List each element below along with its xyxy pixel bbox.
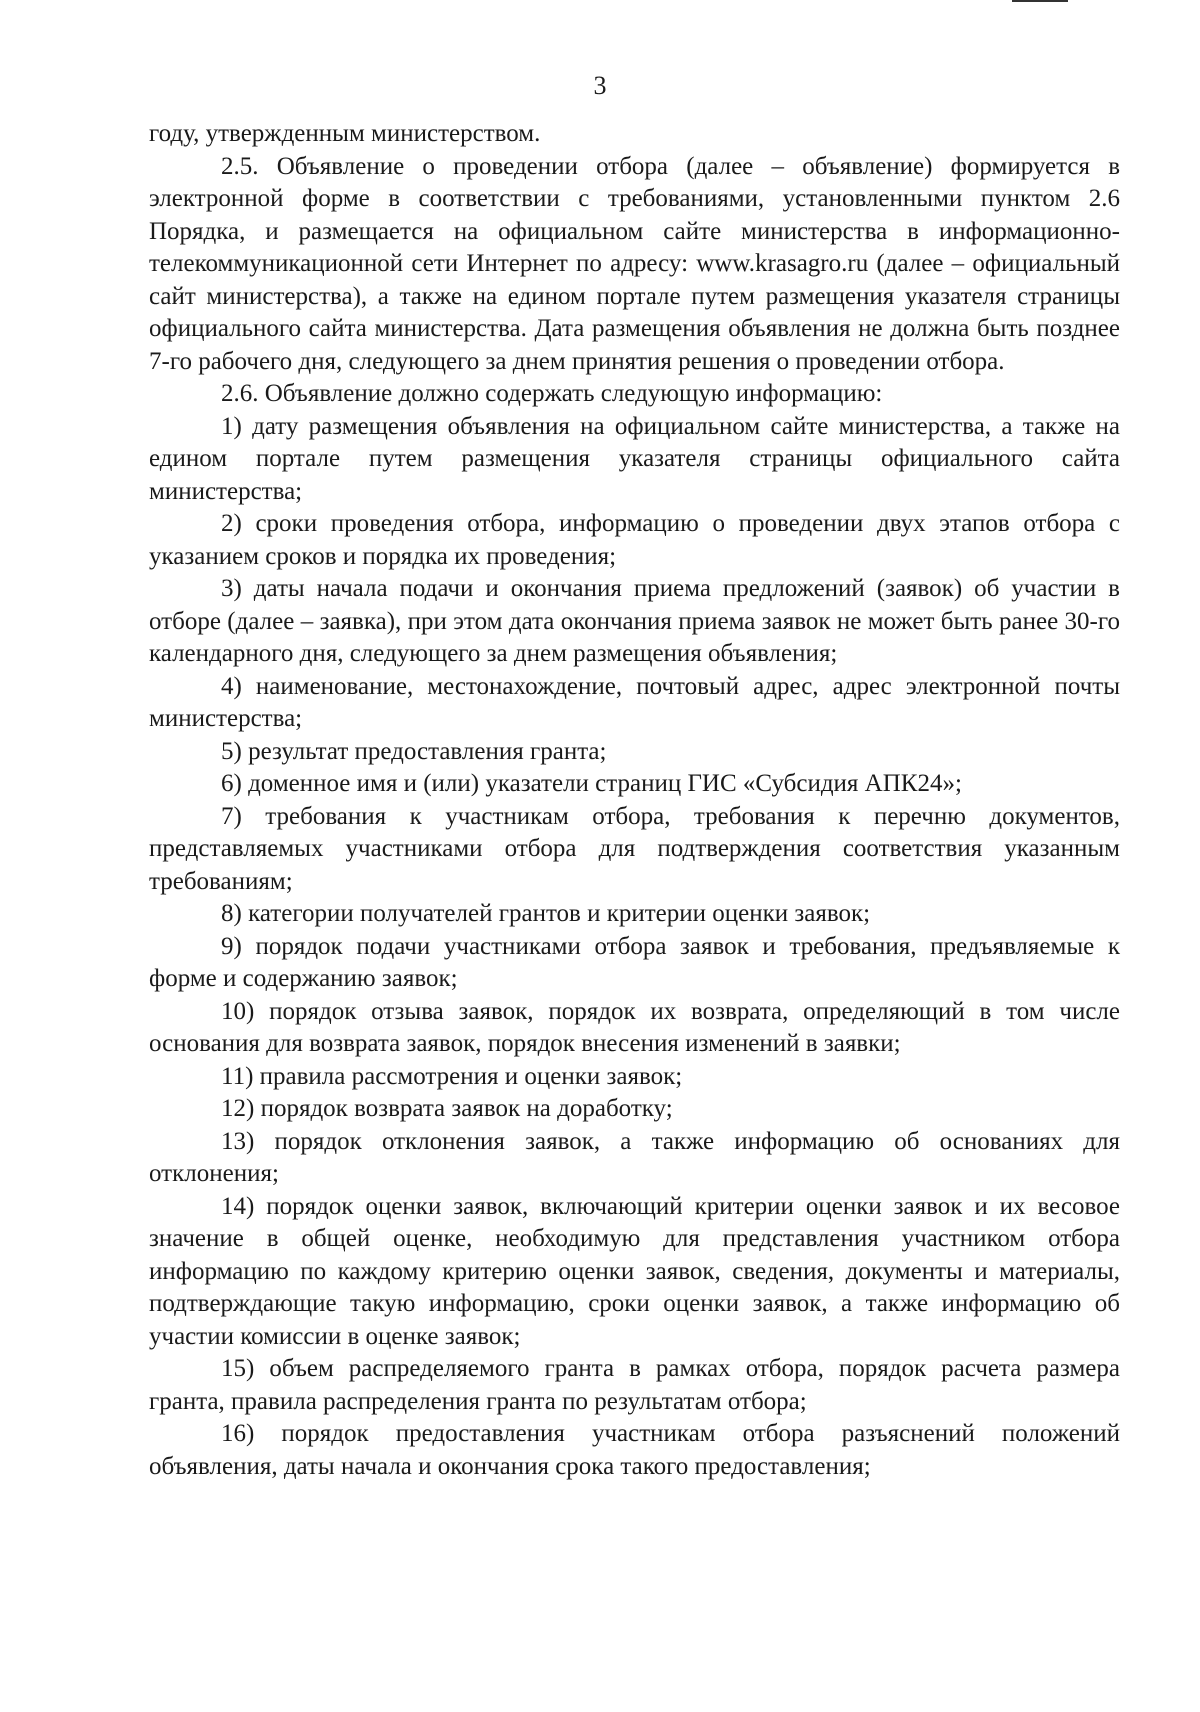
list-item: 11) правила рассмотрения и оценки заявок; [221, 1062, 683, 1090]
list-item: 7) требования к участникам отбора, требования к перечню документов, представляемых участниками отбора для подтверждения соответствия указанным требованиям; [149, 802, 1120, 895]
list-item: 10) порядок отзыва заявок, порядок их возврата, определяющий в том числе основания для возврата заявок, порядок внесения изменений в заявки; [149, 997, 1120, 1057]
list-item: 9) порядок подачи участниками отбора заявок и требования, предъявляемые к форме и содержанию заявок; [149, 932, 1120, 992]
list-item: 8) категории получателей грантов и критерии оценки заявок; [221, 900, 871, 927]
document-body [149, 118, 1120, 1483]
top-rule [1012, 0, 1068, 2]
list-item: 3) даты начала подачи и окончания приема предложений (заявок) об участии в отборе (далее – заявка), при этом дата окончания приема заявок не может быть ранее 30-го календарного дня, следующего за днем размещения объявления; [149, 575, 1120, 667]
list-item: 12) порядок возврата заявок на доработку; [221, 1095, 673, 1122]
list-item: 2) сроки проведения отбора, информацию о проведении двух этапов отбора с указанием сроков и порядка их проведения; [149, 510, 1120, 570]
paragraph: 2.5. Объявление о проведении отбора (далее – объявление) формируется в электронной форме в соответствии с требованиями, установленными пунктом 2.6 Порядка, и размещается на официальном сайте министерства в информационно-телекоммуникационной сети Интернет по адресу: www.krasagro.ru (далее – официальный сайт министерства), а также на едином портале путем размещения указателя страницы официального сайта министерства. Дата размещения объявления не должна быть позднее 7-го рабочего дня, следующего за днем принятия решения о проведении отбора. [149, 152, 1120, 375]
list-item: 1) дату размещения объявления на официальном сайте министерства, а также на едином портале путем размещения указателя страницы официального сайта министерства; [149, 412, 1120, 505]
paragraph: 2.6. Объявление должно содержать следующую информацию: [221, 380, 883, 407]
page-number: 3 [593, 71, 607, 100]
list-item: 15) объем распределяемого гранта в рамках отбора, порядок расчета размера гранта, правила распределения гранта по результатам отбора; [149, 1355, 1120, 1415]
list-item: 5) результат предоставления гранта; [221, 737, 607, 765]
paragraph: году, утвержденным министерством. [149, 120, 541, 147]
list-item: 16) порядок предоставления участникам отбора разъяснений положений объявления, даты начала и окончания срока такого предоставления; [149, 1420, 1120, 1480]
list-item: 14) порядок оценки заявок, включающий критерии оценки заявок и их весовое значение в общей оценке, необходимую для представления участником отбора информацию по каждому критерию оценки заявок, сведения, документы и материалы, подтверждающие такую информацию, сроки оценки заявок, а также информацию об участии комиссии в оценке заявок; [149, 1192, 1120, 1350]
list-item: 4) наименование, местонахождение, почтовый адрес, адрес электронной почты министерства; [149, 672, 1120, 732]
list-item: 13) порядок отклонения заявок, а также информацию об основаниях для отклонения; [149, 1127, 1120, 1187]
list-item: 6) доменное имя и (или) указатели страниц ГИС «Субсидия АПК24»; [221, 770, 962, 797]
